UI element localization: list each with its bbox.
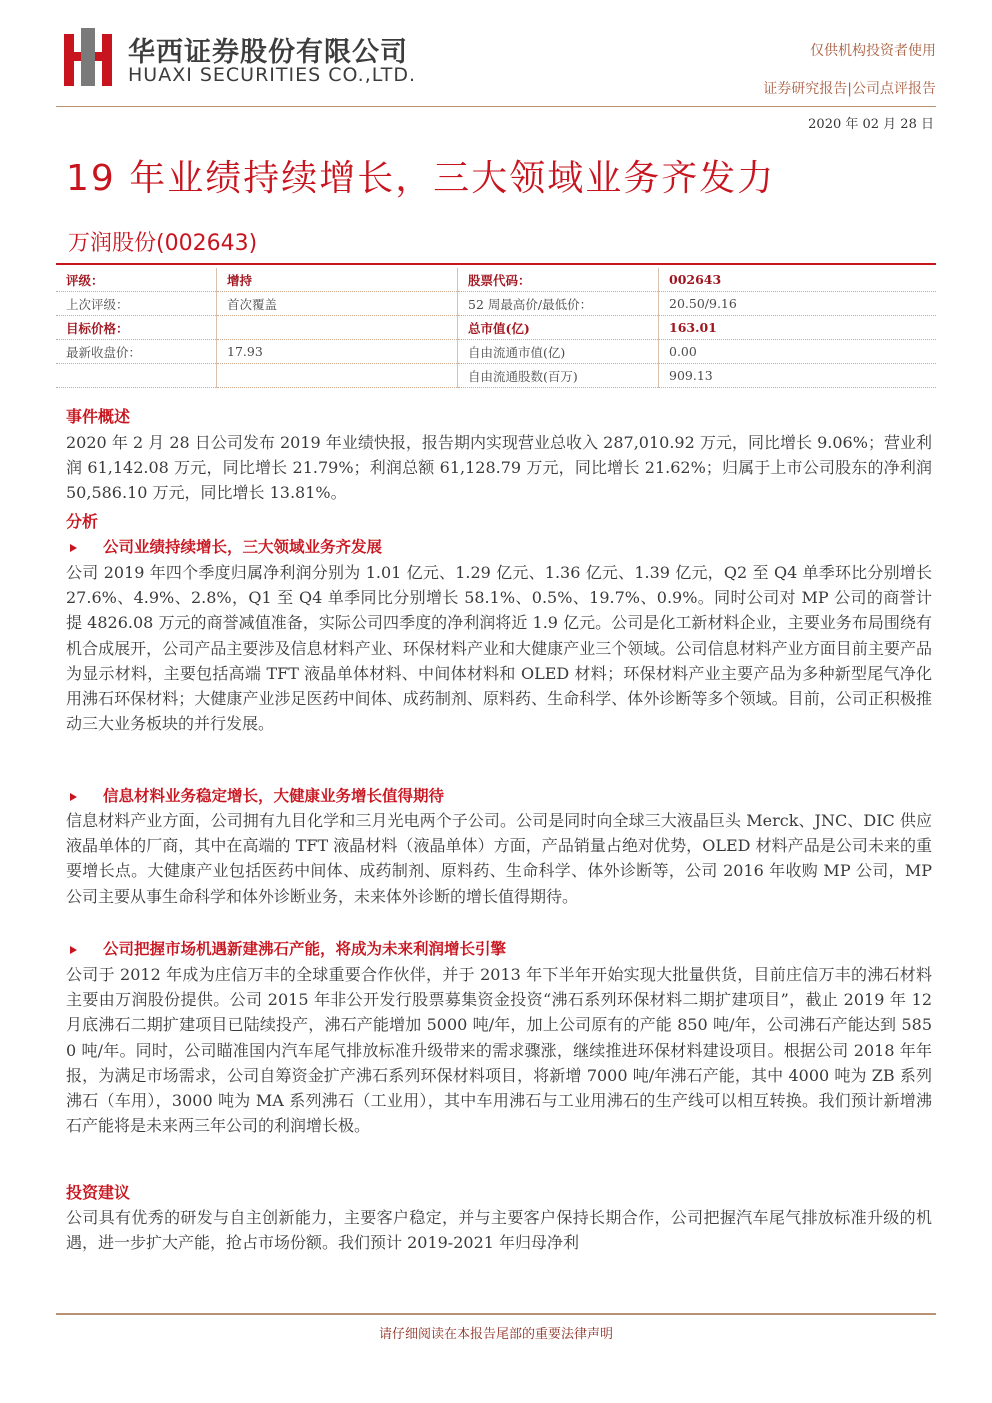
table-cell: 163.01: [659, 316, 937, 340]
table-cell: 17.93: [217, 340, 458, 364]
stock-info-table: [56, 268, 936, 388]
table-cell: 909.13: [659, 364, 937, 388]
company-name-cn: 华西证券股份有限公司: [128, 37, 408, 68]
company-name-en: HUAXI SECURITIES CO.,LTD.: [128, 64, 416, 86]
table-cell: [217, 316, 458, 340]
event-paragraph: 2020 年 2 月 28 日公司发布 2019 年业绩快报，报告期内实现营业总收入 287,010.92 万元，同比增长 9.06%；营业利润 61,142.08 万元，同比增长 21.79%；利润总额 61,128.79 万元，同比增长 21.62%；归属于上市公司股东的净利润 50,586.10 万元，同比增长 13.81%。: [66, 433, 932, 503]
table-cell: 52 周最高价/最低价：: [458, 292, 659, 316]
report-date: 2020 年 02 月 28 日: [808, 117, 934, 132]
bullet-paragraph-3: 公司于 2012 年成为庄信万丰的全球重要合作伙伴，并于 2013 年下半年开始实现大批量供货，目前庄信万丰的沸石材料主要由万润股份提供。公司 2015 年非公开发行股票募集资金投资“沸石系列环保材料二期扩建项目”，截止 2019 年 12 月底沸石二期扩建项目已陆续投产，沸石产能增加 5000 吨/年，加上公司原有的产能 850 吨/年，公司沸石产能达到 5850 吨/年。同时，公司瞄准国内汽车尾气排放标准升级带来的需求骤涨，继续推进环保材料建设项目。根据公司 2018 年年报，为满足市场需求，公司自筹资金扩产沸石系列环保材料项目，将新增 7000 吨/年沸石产能，其中 4000 吨为 ZB 系列沸石（车用），3000 吨为 MA 系列沸石（工业用），其中车用沸石与工业用沸石的生产线可以相互转换。我们预计新增沸石产能将是未来两三年公司的利润增长极。: [66, 965, 932, 1136]
bullet-heading-1: 公司业绩持续增长，三大领域业务齐发展: [70, 535, 382, 557]
report-type: 证券研究报告|公司点评报告: [763, 81, 936, 97]
title-divider: [56, 263, 936, 265]
report-title: 19 年业绩持续增长，三大领域业务齐发力: [66, 158, 776, 199]
invest-heading: 投资建议: [66, 1183, 131, 1202]
table-cell: 总市值(亿): [458, 316, 659, 340]
bullet-heading-2: 信息材料业务稳定增长，大健康业务增长值得期待: [70, 784, 444, 806]
bullet-triangle-icon: [70, 544, 77, 552]
table-cell: 目标价格：: [56, 316, 217, 340]
invest-paragraph: 公司具有优秀的研发与自主创新能力，主要客户稳定，并与主要客户保持长期合作，公司把握汽车尾气排放标准升级的机遇，进一步扩大产能，抢占市场份额。我们预计 2019-2021 年归母净利: [66, 1208, 932, 1253]
bullet-paragraph-1: 公司 2019 年四个季度归属净利润分别为 1.01 亿元、1.29 亿元、1.36 亿元、1.39 亿元，Q2 至 Q4 单季环比分别增长 27.6%、4.9%、2.8%，Q1 至 Q4 单季同比分别增长 58.1%、0.5%、19.7%、0.9%。同时公司对 MP 公司的商誉计提 4826.08 万元的商誉减值准备，实际公司四季度的净利润将近 1.9 亿元。公司是化工新材料企业，主要业务布局围绕有机合成展开，公司产品主要涉及信息材料产业、环保材料产业和大健康产业三个领域。公司信息材料产业方面目前主要产品为显示材料，主要包括高端 TFT 液晶单体材料、中间体材料和 OLED 材料；环保材料产业主要产品为多种新型尾气净化用沸石环保材料；大健康产业涉足医药中间体、成药制剂、原料药、生命科学、体外诊断等多个领域。目前，公司正积极推动三大业务板块的并行发展。: [66, 563, 932, 734]
bullet-triangle-icon: [70, 946, 77, 954]
header-divider: [56, 106, 936, 107]
event-heading: 事件概述: [66, 407, 131, 426]
table-row: [56, 364, 936, 388]
table-row: [56, 268, 936, 292]
footer-divider: [56, 1313, 936, 1315]
table-cell: 自由流通市值(亿): [458, 340, 659, 364]
bullet-heading-3: 公司把握市场机遇新建沸石产能，将成为未来利润增长引擎: [70, 937, 506, 959]
table-cell: 首次覆盖: [217, 292, 458, 316]
table-cell: 增持: [217, 268, 458, 292]
table-row: [56, 340, 936, 364]
table-row: [56, 292, 936, 316]
table-cell: 002643: [659, 268, 937, 292]
table-cell: [56, 364, 217, 388]
table-row: [56, 316, 936, 340]
table-cell: [217, 364, 458, 388]
company-ticker: 万润股份(002643): [68, 231, 258, 256]
table-cell: 股票代码：: [458, 268, 659, 292]
analysis-heading: 分析: [66, 512, 99, 531]
bullet-paragraph-2: 信息材料产业方面，公司拥有九目化学和三月光电两个子公司。公司是同时向全球三大液晶巨头 Merck、JNC、DIC 供应液晶单体的厂商，其中在高端的 TFT 液晶材料（液晶单体）方面，产品销量占绝对优势，OLED 材料产品是公司未来的重要增长点。大健康产业包括医药中间体、成药制剂、原料药、生命科学、体外诊断等，公司 2016 年收购 MP 公司，MP 公司主要从事生命科学和体外诊断业务，未来体外诊断的增长值得期待。: [66, 811, 932, 906]
table-cell: 自由流通股数(百万): [458, 364, 659, 388]
bullet-triangle-icon: [70, 793, 77, 801]
table-cell: 20.50/9.16: [659, 292, 937, 316]
table-cell: 最新收盘价：: [56, 340, 217, 364]
huaxi-logo-icon: [64, 28, 112, 86]
legal-notice-footer: 请仔细阅读在本报告尾部的重要法律声明: [378, 1327, 613, 1342]
table-cell: 上次评级：: [56, 292, 217, 316]
table-cell: 评级：: [56, 268, 217, 292]
table-cell: 0.00: [659, 340, 937, 364]
restriction-note: 仅供机构投资者使用: [810, 43, 936, 59]
